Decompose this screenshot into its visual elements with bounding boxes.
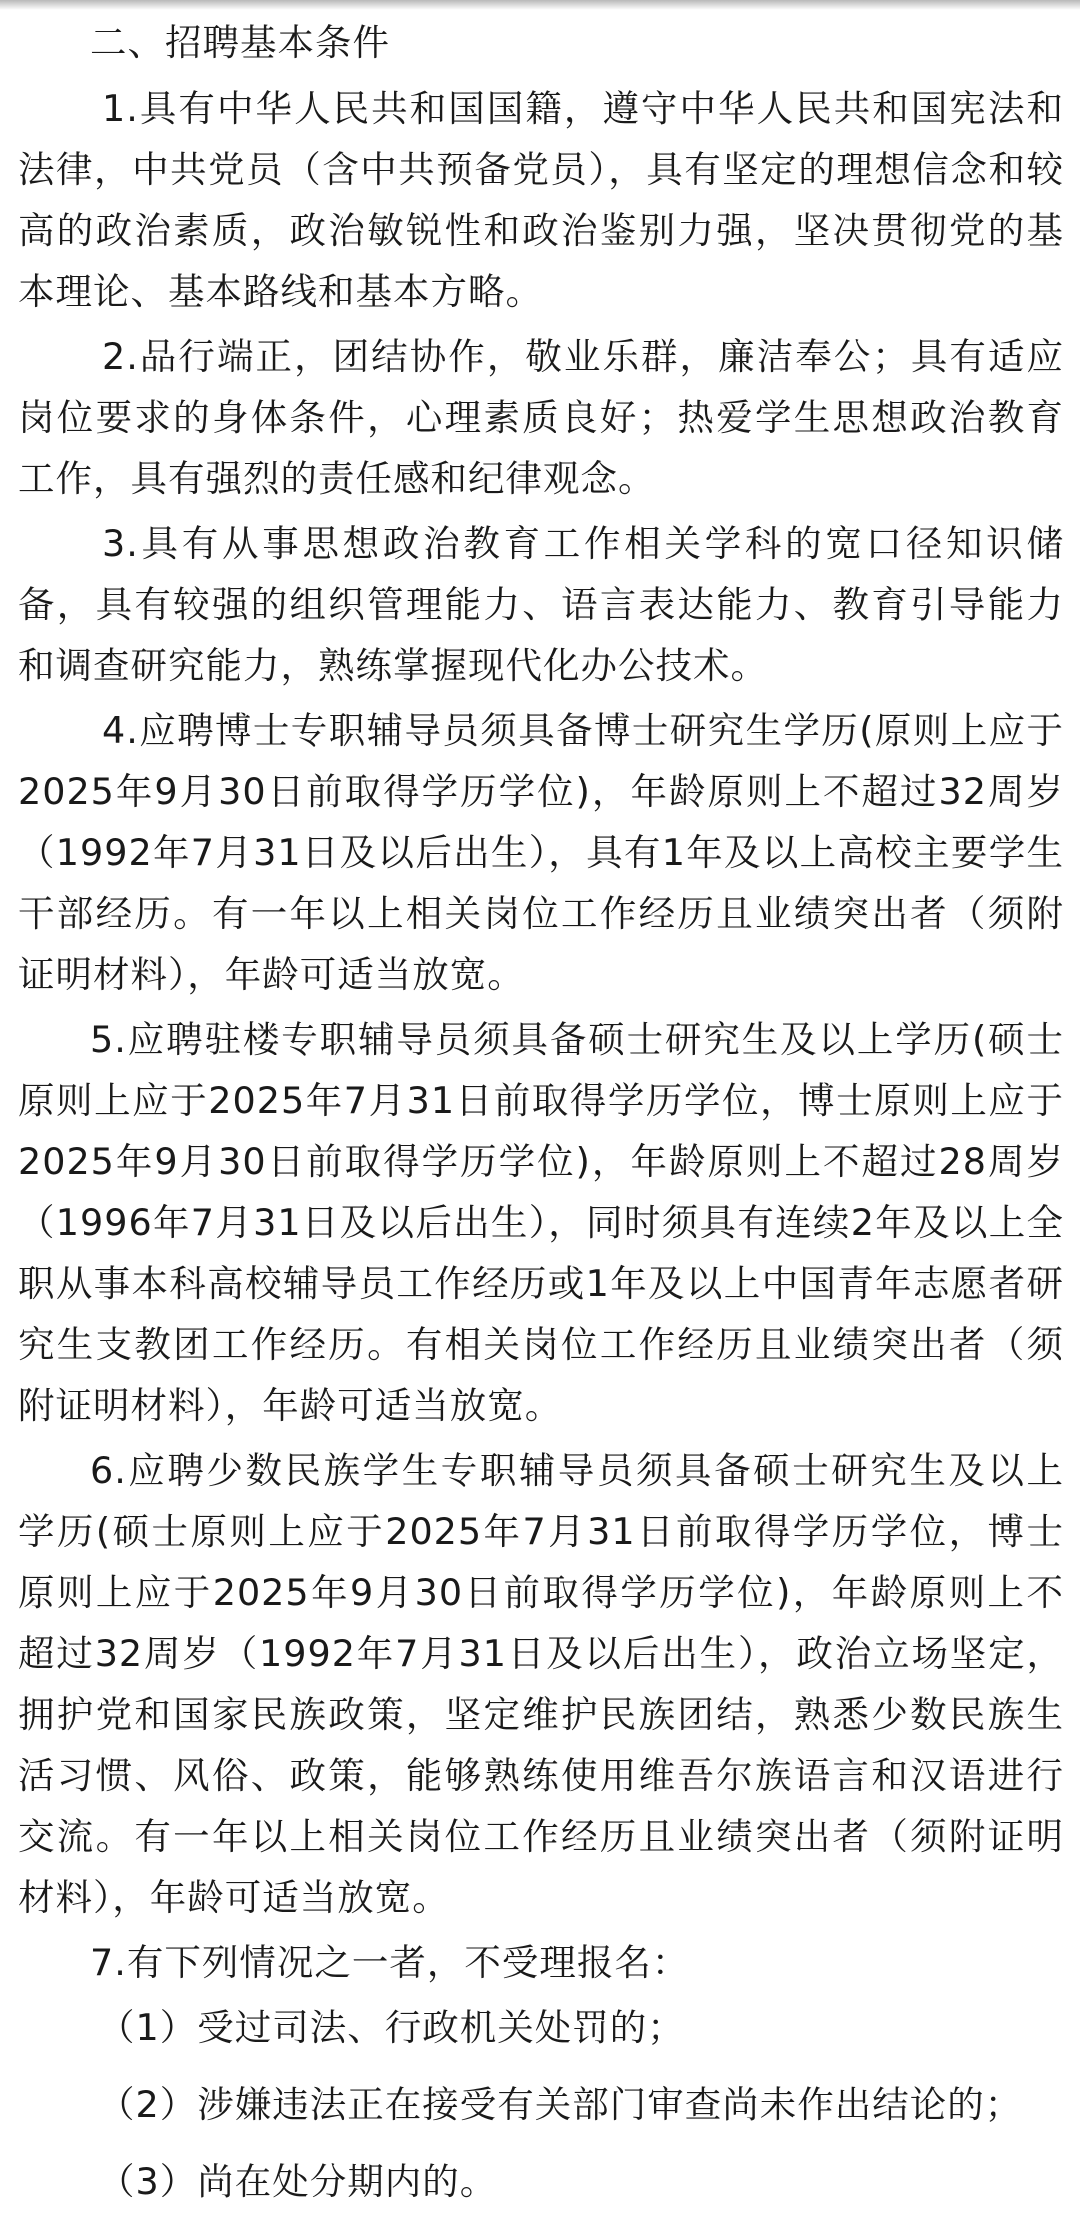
requirement-item-5: 5.应聘驻楼专职辅导员须具备硕士研究生及以上学历(硕士原则上应于2025年7月31日前取得学历学位，博士原则上应于2025年9月30日前取得学历学位)，年龄原则上不超过28周岁（1996年7月31日及以后出生），同时须具有连续2年及以上全职从事本科高校辅导员工作经历或1年及以上中国青年志愿者研究生支教团工作经历。有相关岗位工作经历且业绩突出者（须附证明材料），年龄可适当放宽。 <box>18 1018 1064 1427</box>
exclusion-item-2: （2）涉嫌违法正在接受有关部门审查尚未作出结论的； <box>98 2083 1023 2126</box>
requirement-item-2: 2.品行端正，团结协作，敬业乐群，廉洁奉公；具有适应岗位要求的身体条件，心理素质良好；热爱学生思想政治教育工作，具有强烈的责任感和纪律观念。 <box>18 335 1064 500</box>
section-heading: 二、招聘基本条件 <box>90 21 390 64</box>
requirement-item-1: 1.具有中华人民共和国国籍，遵守中华人民共和国宪法和法律，中共党员（含中共预备党员），具有坚定的理想信念和较高的政治素质，政治敏锐性和政治鉴别力强，坚决贯彻党的基本理论、基本路线和基本方略。 <box>18 87 1064 313</box>
requirement-item-3: 3.具有从事思想政治教育工作相关学科的宽口径知识储备，具有较强的组织管理能力、语言表达能力、教育引导能力和调查研究能力，熟练掌握现代化办公技术。 <box>18 522 1064 687</box>
document-body <box>18 12 1064 2228</box>
requirement-item-4: 4.应聘博士专职辅导员须具备博士研究生学历(原则上应于2025年9月30日前取得学历学位)，年龄原则上不超过32周岁（1992年7月31日及以后出生），具有1年及以上高校主要学生干部经历。有一年以上相关岗位工作经历且业绩突出者（须附证明材料），年龄可适当放宽。 <box>18 709 1064 996</box>
requirement-item-7: 7.有下列情况之一者，不受理报名： <box>90 1941 690 1984</box>
exclusion-item-3: （3）尚在处分期内的。 <box>98 2160 498 2203</box>
requirement-item-6: 6.应聘少数民族学生专职辅导员须具备硕士研究生及以上学历(硕士原则上应于2025年7月31日前取得学历学位，博士原则上应于2025年9月30日前取得学历学位)，年龄原则上不超过32周岁（1992年7月31日及以后出生），政治立场坚定，拥护党和国家民族政策，坚定维护民族团结，熟悉少数民族生活习惯、风俗、政策，能够熟练使用维吾尔族语言和汉语进行交流。有一年以上相关岗位工作经历且业绩突出者（须附证明材料），年龄可适当放宽。 <box>18 1449 1064 1919</box>
exclusion-item-1: （1）受过司法、行政机关处罚的； <box>98 2006 685 2049</box>
top-shadow <box>0 0 1080 10</box>
